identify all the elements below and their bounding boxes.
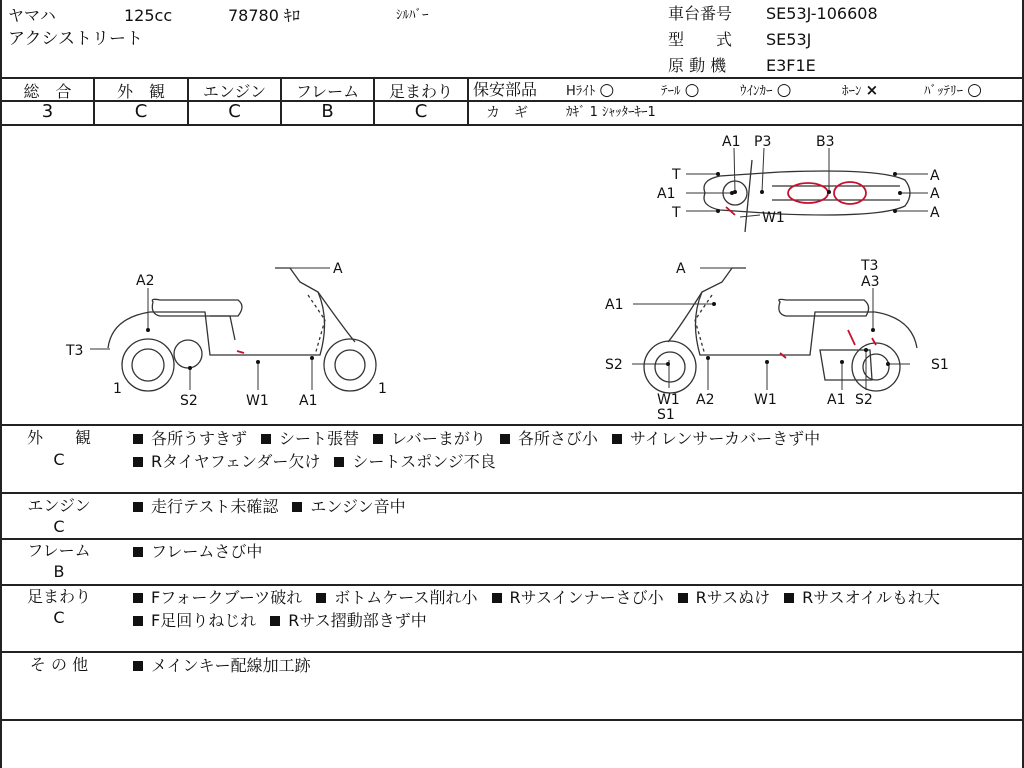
remark-item: Rサスインナーさび小 (492, 588, 664, 607)
headlight-mark: ○ (599, 80, 615, 100)
grade-engine: C (228, 101, 241, 122)
remark-item: フレームさび中 (133, 542, 262, 561)
remarks-exterior-items (133, 427, 1013, 473)
divider-diagram-bottom (0, 424, 1024, 426)
remark-item: レバーまがり (373, 429, 486, 448)
remark-item: シートスポンジ不良 (334, 452, 495, 471)
color: ｼﾙﾊﾞｰ (396, 8, 429, 23)
model-code: SE53J (766, 30, 812, 49)
remarks-engine-items (133, 495, 1013, 518)
diag-top-a-r1: A (930, 168, 940, 184)
remark-item: ボトムケース削れ小 (316, 588, 477, 607)
grade-exterior: C (134, 101, 148, 122)
battery-mark: ○ (967, 80, 982, 100)
diag-top-a1-left: A1 (657, 186, 676, 202)
divider-other (0, 719, 1024, 721)
diag-right-s1-under: S1 (657, 407, 675, 423)
remark-item: 走行テスト未確認 (133, 497, 278, 516)
remarks-suspension-label: 足まわり (26, 587, 91, 606)
divider-exterior (0, 492, 1024, 494)
grade-col-5 (467, 77, 469, 125)
model-label: 型 式 (668, 30, 733, 49)
remarks-exterior-grade: C (53, 450, 65, 469)
diag-top-a1: A1 (722, 134, 741, 150)
remark-item: エンジン音中 (292, 497, 405, 516)
grade-frame-label: フレーム (295, 82, 360, 101)
diag-right-a1-top: A1 (605, 297, 624, 313)
diag-left-t3: T3 (66, 343, 84, 359)
remark-item: 各所さび小 (500, 429, 598, 448)
diag-left-w1: W1 (246, 393, 269, 409)
frame-no-label: 車台番号 (668, 4, 733, 23)
grade-suspension: C (414, 101, 428, 122)
grade-total: 3 (41, 101, 54, 122)
grade-engine-label: エンジン (202, 82, 267, 101)
diag-right-t3: T3 (861, 258, 879, 274)
diag-left-a: A (333, 261, 343, 277)
remarks-frame-label: フレーム (27, 541, 91, 560)
diag-top-b3: B3 (816, 134, 835, 150)
diag-top-a-r3: A (930, 205, 940, 221)
remarks-suspension-items (133, 586, 1013, 632)
diag-top-p3: P3 (754, 134, 772, 150)
diag-left-a2: A2 (136, 273, 155, 289)
diag-right-a: A (676, 261, 686, 277)
key-value: ｶｷﾞ 1 ｼｬｯﾀｰｷｰ1 (566, 105, 656, 120)
engine-code: E3F1E (766, 56, 816, 75)
key-label: カ ギ (486, 105, 528, 121)
remarks-exterior-label: 外 観 (26, 428, 91, 447)
diag-left-1b: 1 (378, 381, 387, 397)
grade-total-label: 総 合 (23, 82, 72, 101)
remarks-engine-grade: C (53, 517, 65, 536)
remark-item: Rサスぬけ (678, 588, 770, 607)
taillight-mark: ○ (684, 80, 700, 100)
horn-mark: × (865, 81, 879, 99)
diag-right-a1-bot: A1 (827, 392, 846, 408)
remark-item: メインキー配線加工跡 (133, 656, 311, 675)
safety-winker (740, 80, 791, 102)
diag-right-s2-bot: S2 (855, 392, 873, 408)
remarks-frame-items (133, 540, 1013, 563)
displacement: 125cc (124, 6, 173, 25)
headlight-label: Hﾗｲﾄ (566, 84, 596, 99)
safety-horn (842, 80, 878, 102)
taillight-label: ﾃｰﾙ (661, 84, 681, 99)
battery-label: ﾊﾞｯﾃﾘｰ (924, 84, 963, 99)
horn-label: ﾎｰﾝ (842, 84, 862, 99)
remark-item: F足回りねじれ (133, 611, 256, 630)
engine-label: 原 動 機 (668, 56, 727, 75)
diag-right-s2-left: S2 (605, 357, 623, 373)
diag-right-w1: W1 (657, 392, 680, 408)
scooter-diagrams (0, 126, 1020, 424)
model-name: アクシストリート (8, 29, 143, 49)
remark-item: Rタイヤフェンダー欠け (133, 452, 320, 471)
diag-top-a-r2: A (930, 186, 940, 202)
diag-left-1a: 1 (113, 381, 122, 397)
remarks-engine-label: エンジン (27, 496, 91, 515)
diag-right-w1-mid: W1 (754, 392, 777, 408)
diag-top-w1: W1 (762, 210, 785, 226)
diag-top-t-b: T (672, 205, 681, 221)
winker-label: ｳｲﾝｶｰ (740, 84, 773, 99)
remarks-other-label: そ の 他 (29, 655, 89, 674)
diag-right-s1-right: S1 (931, 357, 949, 373)
diag-left-s2: S2 (180, 393, 198, 409)
diag-left-a1: A1 (299, 393, 318, 409)
remark-item: Rサス摺動部きず中 (270, 611, 426, 630)
winker-mark: ○ (776, 80, 792, 100)
safety-headlight (566, 80, 614, 102)
remark-item: サイレンサーカバーきず中 (612, 429, 820, 448)
maker: ヤマハ (8, 6, 56, 25)
diag-top-t-a: T (672, 167, 681, 183)
mileage: 78780 ｷﾛ (228, 6, 300, 25)
grade-exterior-label: 外 観 (116, 82, 165, 101)
divider-suspension (0, 651, 1024, 653)
grade-suspension-label: 足まわり (388, 82, 453, 101)
remark-item: Rサスオイルもれ大 (784, 588, 940, 607)
safety-taillight (661, 80, 699, 102)
grade-frame: B (321, 101, 334, 122)
remarks-frame-grade: B (53, 562, 65, 581)
remark-item: Fフォークブーツ破れ (133, 588, 302, 607)
diag-right-a2: A2 (696, 392, 715, 408)
remarks-other-items (133, 654, 1013, 677)
safety-battery (924, 80, 982, 102)
remark-item: シート張替 (261, 429, 359, 448)
remark-item: 各所うすきず (133, 429, 247, 448)
safety-label: 保安部品 (473, 80, 538, 99)
frame-no: SE53J-106608 (766, 4, 878, 23)
remarks-suspension-grade: C (53, 608, 65, 627)
diag-right-a3: A3 (861, 274, 880, 290)
